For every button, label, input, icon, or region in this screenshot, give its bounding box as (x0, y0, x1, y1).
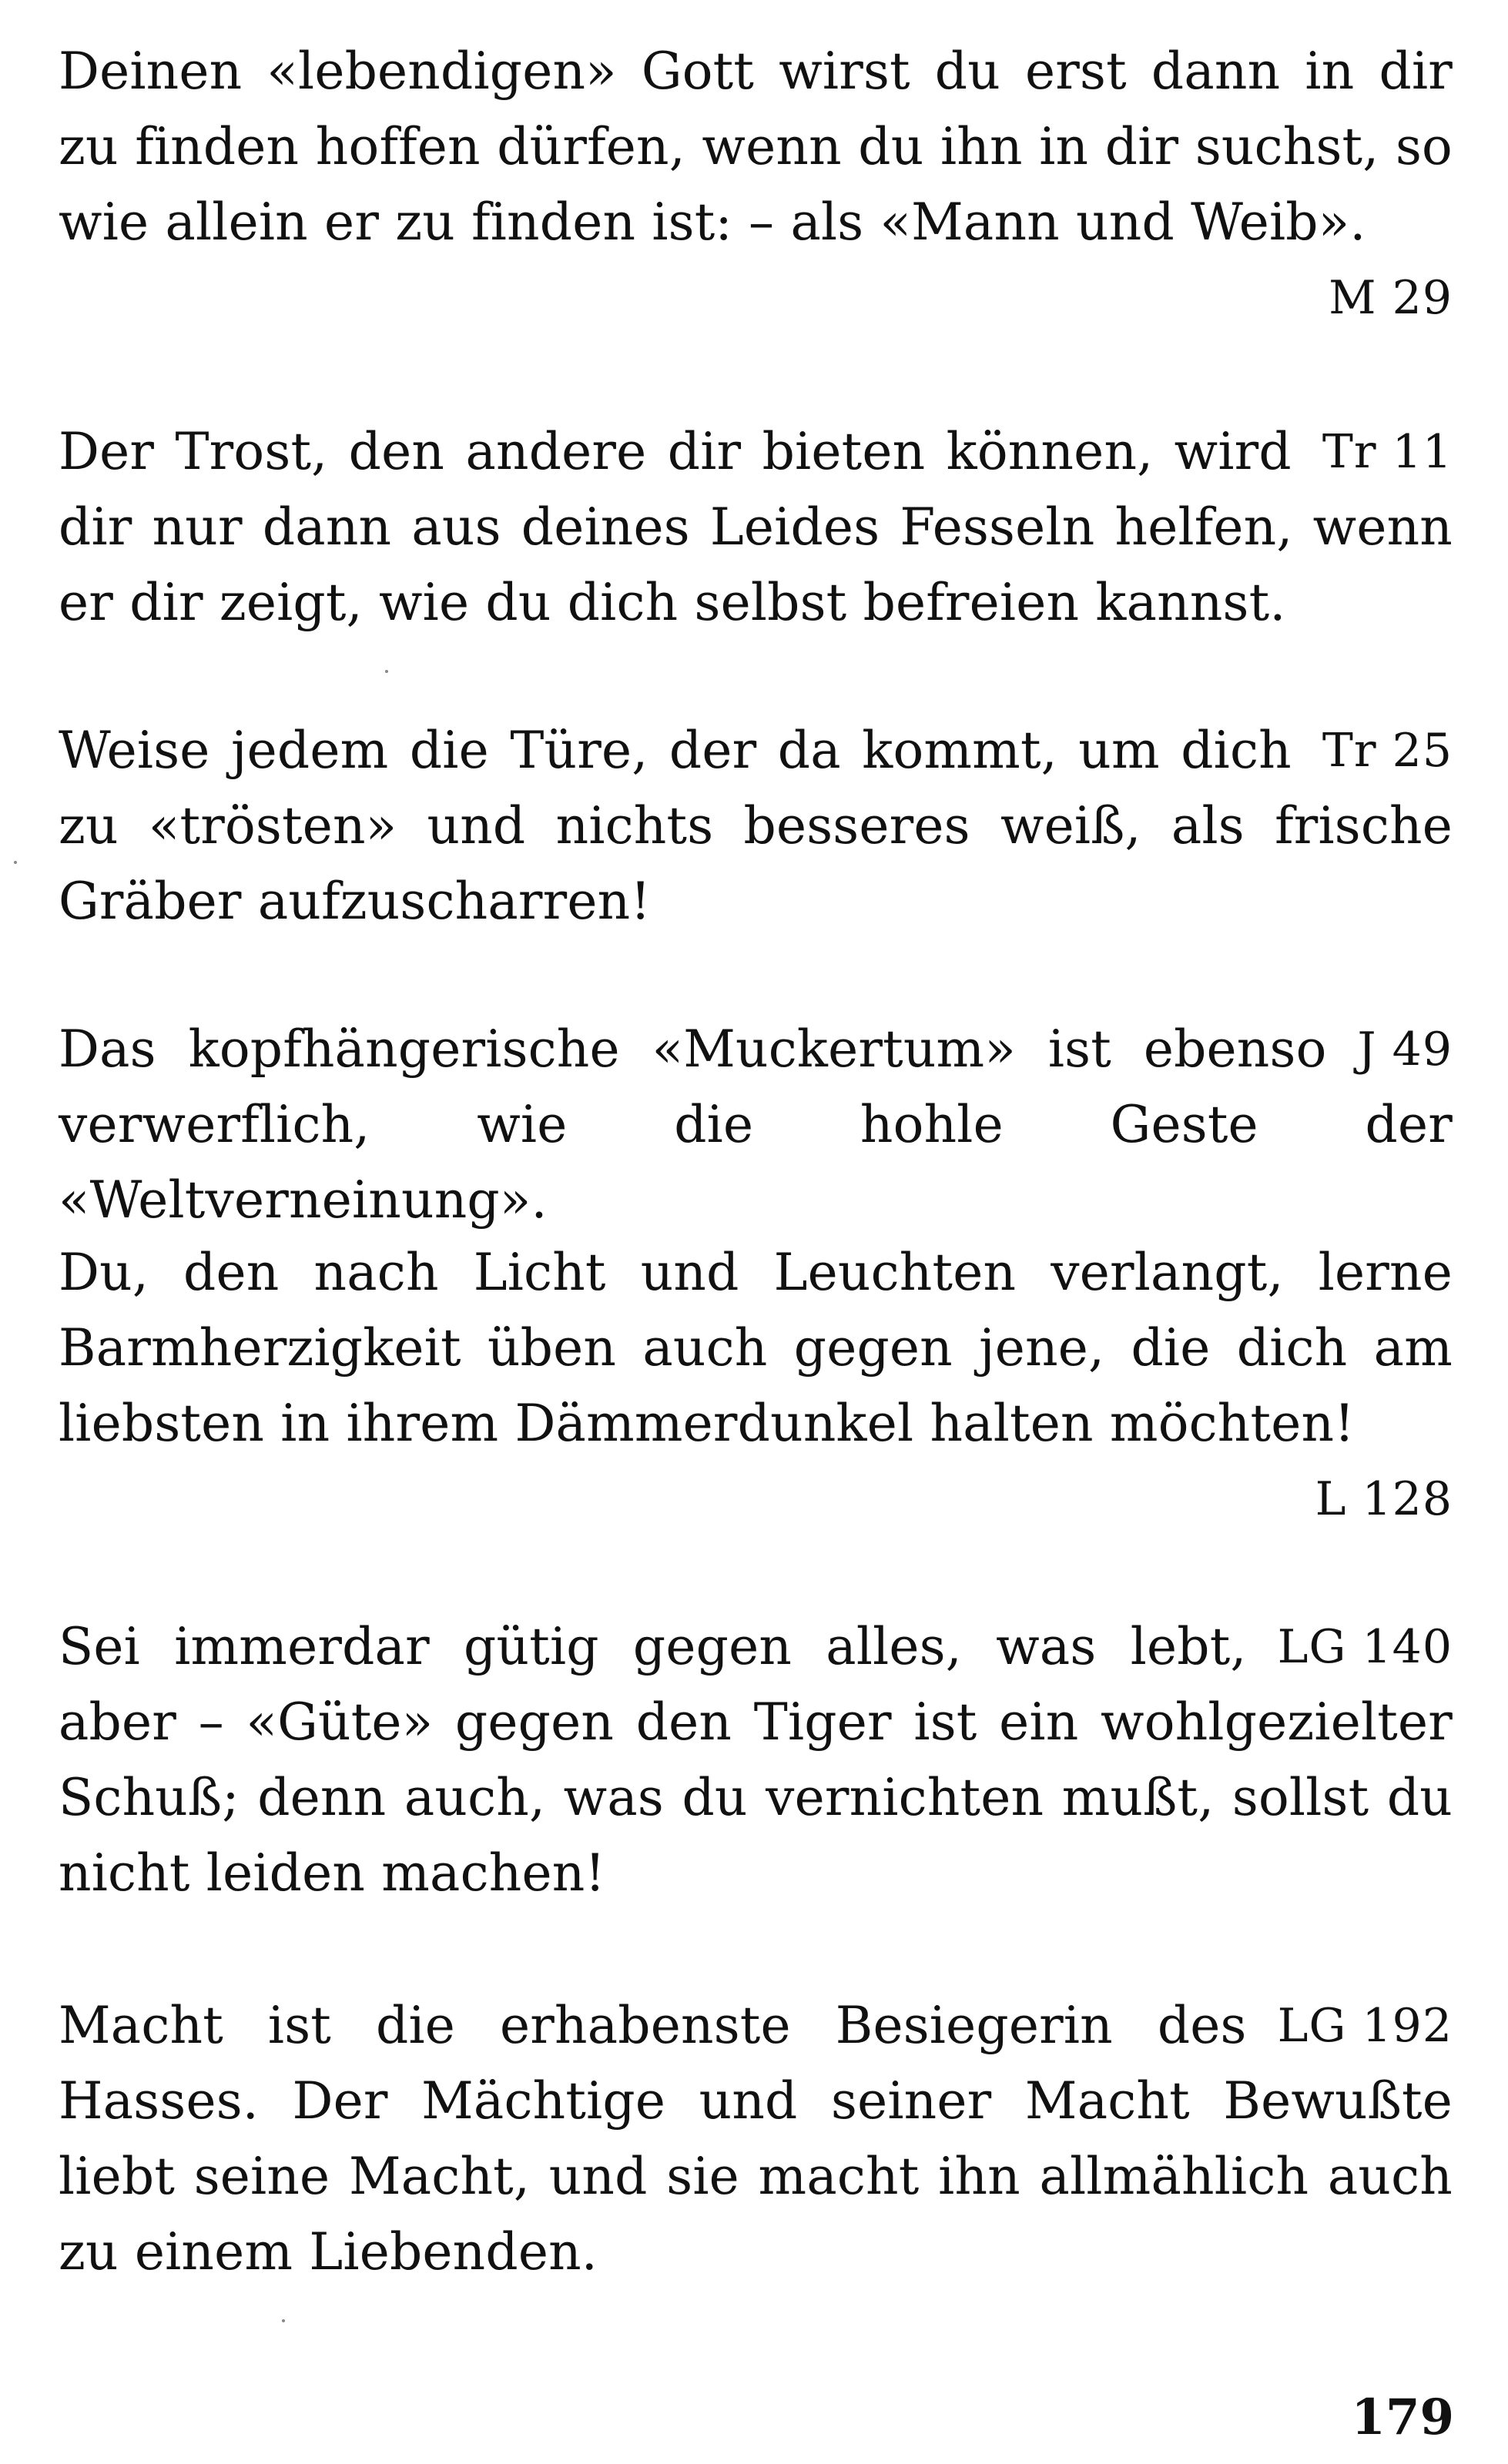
aphorism-paragraph (59, 1988, 1453, 2290)
aphorism-paragraph (59, 414, 1453, 641)
aphorism-paragraph (59, 713, 1453, 939)
scan-speck (14, 861, 17, 864)
source-reference: Tr 25 (1322, 724, 1453, 778)
aphorism-entry-6 (59, 1609, 1453, 1911)
aphorism-text: Sei immerdar gütig gegen alles, was lebt, aber – «Güte» gegen den Tiger ist ein wohlgezielter Schuß; denn auch, was du vernichten mußt, sollst du nicht leiden machen! (59, 1617, 1453, 1903)
scan-speck (385, 670, 388, 673)
aphorism-text: Macht ist die erhabenste Besiegerin des Hasses. Der Mächtige und seiner Macht Bewußte liebt seine Macht, und sie macht ihn allmählich auch zu einem Liebenden. (59, 1996, 1453, 2282)
source-reference: Tr 11 (1322, 425, 1453, 479)
aphorism-text: Deinen «lebendigen» Gott wirst du erst dann in dir zu finden hoffen dürfen, wenn du ihn in dir suchst, so wie allein er zu finden ist: – als «Mann und Weib». (59, 42, 1453, 252)
source-reference: J 49 (1357, 1023, 1453, 1076)
scan-speck (282, 2319, 285, 2322)
page-number: 179 (1351, 2389, 1454, 2446)
source-reference: LG 192 (1277, 1999, 1453, 2053)
source-reference: LG 140 (1277, 1620, 1453, 1674)
aphorism-entry-7 (59, 1988, 1453, 2290)
aphorism-entry-5 (59, 1235, 1453, 1537)
aphorism-entry-1 (59, 34, 1453, 336)
aphorism-text: Der Trost, den andere dir bieten können, wird dir nur dann aus deines Leides Fesseln helfen, wenn er dir zeigt, wie du dich selbst befreien kannst. (59, 422, 1453, 632)
source-reference: M 29 (1329, 271, 1453, 325)
aphorism-entry-4 (59, 1012, 1453, 1238)
aphorism-paragraph (59, 1609, 1453, 1911)
aphorism-text: Weise jedem die Türe, der da kommt, um dich zu «trösten» und nichts besseres weiß, als frische Gräber aufzuscharren! (59, 721, 1453, 931)
aphorism-entry-2 (59, 414, 1453, 641)
aphorism-paragraph (59, 1012, 1453, 1238)
aphorism-entry-3 (59, 713, 1453, 939)
source-reference: L 128 (1315, 1472, 1453, 1526)
aphorism-text: Das kopfhängerische «Muckertum» ist ebenso verwerflich, wie die hohle Geste der «Weltverneinung». (59, 1019, 1453, 1230)
aphorism-text: Du, den nach Licht und Leuchten verlangt, lerne Barmherzigkeit üben auch gegen jene, die dich am liebsten in ihrem Dämmerdunkel halten möchten! (59, 1243, 1453, 1453)
